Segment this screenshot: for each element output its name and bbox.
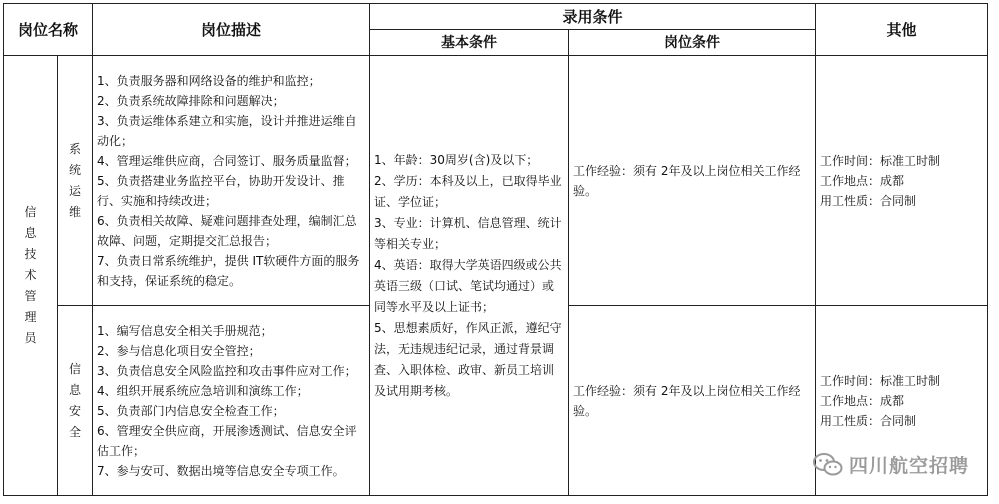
watermark	[813, 451, 969, 478]
position-name-ops	[58, 56, 93, 306]
other-item: 用工性质：合同制	[820, 193, 917, 208]
duties-security	[93, 306, 370, 496]
category-char: 管	[24, 289, 37, 303]
duties-ops	[93, 56, 370, 306]
category-char: 员	[24, 331, 37, 345]
position-char: 息	[69, 382, 82, 397]
other-item: 工作时间：标准工时制	[820, 153, 941, 168]
position-condition-ops: 工作经验：须有 2年及以上岗位相关工作经验。	[569, 56, 816, 306]
category-char: 术	[24, 268, 37, 282]
category-char: 技	[24, 247, 37, 261]
duty-item: 5、负责搭建业务监控平台，协助开发设计、推行、实施和持续改进；	[97, 173, 345, 208]
position-char: 全	[69, 424, 82, 439]
other-item: 工作地点：成都	[820, 173, 905, 188]
duty-item: 2、负责系统故障排除和问题解决；	[97, 93, 285, 108]
duty-item: 4、组织开展系统应急培训和演练工作；	[97, 383, 309, 398]
category-char: 理	[24, 310, 37, 324]
duty-item: 5、负责部门内信息安全检查工作；	[97, 403, 285, 418]
duty-item: 3、负责运维体系建立和实施，设计并推进运维自动化；	[97, 113, 357, 148]
basic-condition-item: 3、专业：计算机、信息管理、统计等相关专业；	[374, 215, 562, 251]
basic-condition-item: 4、英语：取得大学英语四级或公共英语三级（口试、笔试均通过）或同等水平及以上证书；	[374, 257, 562, 314]
duty-item: 4、管理运维供应商，合同签订、服务质量监督；	[97, 153, 357, 168]
duty-item: 6、负责相关故障、疑难问题排查处理，编制汇总故障、问题，定期提交汇总报告；	[97, 213, 357, 248]
header-hiring-conditions: 录用条件	[370, 4, 816, 30]
header-position-name: 岗位名称	[4, 4, 93, 56]
position-condition-security: 工作经验：须有 2年及以上岗位相关工作经验。	[569, 306, 816, 496]
duty-item: 1、编写信息安全相关手册规范；	[97, 323, 273, 338]
position-char: 安	[69, 403, 82, 418]
category-char: 信	[24, 205, 37, 219]
position-char: 信	[69, 361, 82, 376]
basic-condition-item: 5、思想素质好，作风正派，遵纪守法，无违规违纪记录，通过背景调查、入职体检、政审、新员工培训及试用期考核。	[374, 320, 562, 398]
duty-item: 2、参与信息化项目安全管控；	[97, 343, 261, 358]
header-other: 其他	[816, 4, 988, 56]
basic-conditions-cell	[370, 56, 569, 496]
other-ops	[816, 56, 988, 306]
other-item: 工作地点：成都	[820, 393, 905, 408]
position-char: 系	[69, 141, 82, 156]
position-char: 运	[69, 183, 82, 198]
header-job-description: 岗位描述	[93, 4, 370, 56]
other-item: 工作时间：标准工时制	[820, 373, 941, 388]
wechat-icon	[813, 452, 843, 478]
position-char: 统	[69, 162, 82, 177]
duty-item: 1、负责服务器和网络设备的维护和监控；	[97, 73, 321, 88]
position-char: 维	[69, 204, 82, 219]
recruitment-table	[3, 3, 988, 496]
category-cell	[4, 56, 58, 496]
duty-item: 6、管理安全供应商，开展渗透测试、信息安全评估工作；	[97, 423, 357, 458]
category-char: 息	[24, 226, 37, 240]
duty-item: 7、负责日常系统维护，提供 IT软硬件方面的服务和支持，保证系统的稳定。	[97, 253, 360, 288]
header-basic-conditions: 基本条件	[370, 30, 569, 56]
basic-condition-item: 2、学历：本科及以上，已取得毕业证、学位证；	[374, 173, 562, 209]
duty-item: 7、参与安可、数据出境等信息安全专项工作。	[97, 463, 345, 478]
header-position-conditions: 岗位条件	[569, 30, 816, 56]
watermark-text: 四川航空招聘	[848, 455, 969, 477]
basic-condition-item: 1、年龄：30周岁(含)及以下；	[374, 152, 539, 167]
other-item: 用工性质：合同制	[820, 413, 917, 428]
position-name-security	[58, 306, 93, 496]
duty-item: 3、负责信息安全风险监控和攻击事件应对工作；	[97, 363, 357, 378]
